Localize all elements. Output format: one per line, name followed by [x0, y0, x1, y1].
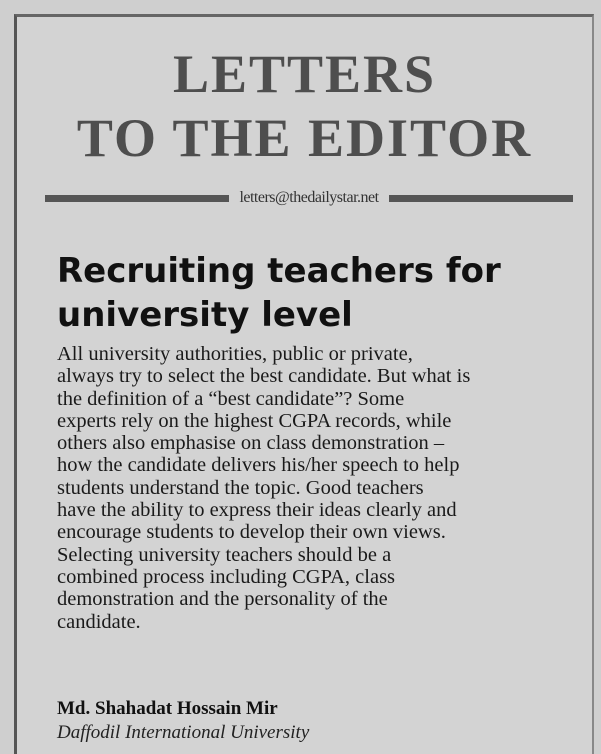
- headline-line: university level: [57, 295, 353, 335]
- body-line: experts rely on the highest CGPA records, while: [57, 409, 452, 432]
- masthead-line-1: LETTERS: [172, 44, 437, 104]
- body-line: demonstration and the personality of the: [57, 588, 388, 611]
- body-line: Selecting university teachers should be a: [57, 543, 392, 566]
- email-row: [45, 187, 573, 209]
- letter-author: Md. Shahadat Hossain Mir: [57, 698, 278, 719]
- letter-headline: [57, 249, 577, 337]
- editor-email: letters@thedailystar.net: [239, 189, 379, 206]
- left-rule: [45, 195, 229, 202]
- body-line: candidate.: [57, 610, 141, 633]
- body-line: others also emphasise on class demonstration –: [57, 432, 445, 455]
- body-line: how the candidate delivers his/her speech to help: [57, 454, 460, 477]
- letter-body: [57, 343, 591, 633]
- author-affiliation: Daffodil International University: [57, 722, 310, 743]
- right-rule: [389, 195, 573, 202]
- body-line: have the ability to express their ideas clearly and: [57, 499, 457, 522]
- body-line: All university authorities, public or private,: [57, 343, 413, 365]
- body-line: encourage students to develop their own views.: [57, 521, 446, 544]
- body-line: the definition of a “best candidate”? Some: [57, 387, 405, 410]
- newspaper-clipping: [14, 14, 594, 754]
- body-line: students understand the topic. Good teachers: [57, 476, 424, 499]
- headline-line: Recruiting teachers for: [57, 251, 501, 291]
- masthead-line-2: TO THE EDITOR: [76, 108, 533, 168]
- body-line: combined process including CGPA, class: [57, 565, 396, 588]
- body-line: always try to select the best candidate. But what is: [57, 365, 471, 388]
